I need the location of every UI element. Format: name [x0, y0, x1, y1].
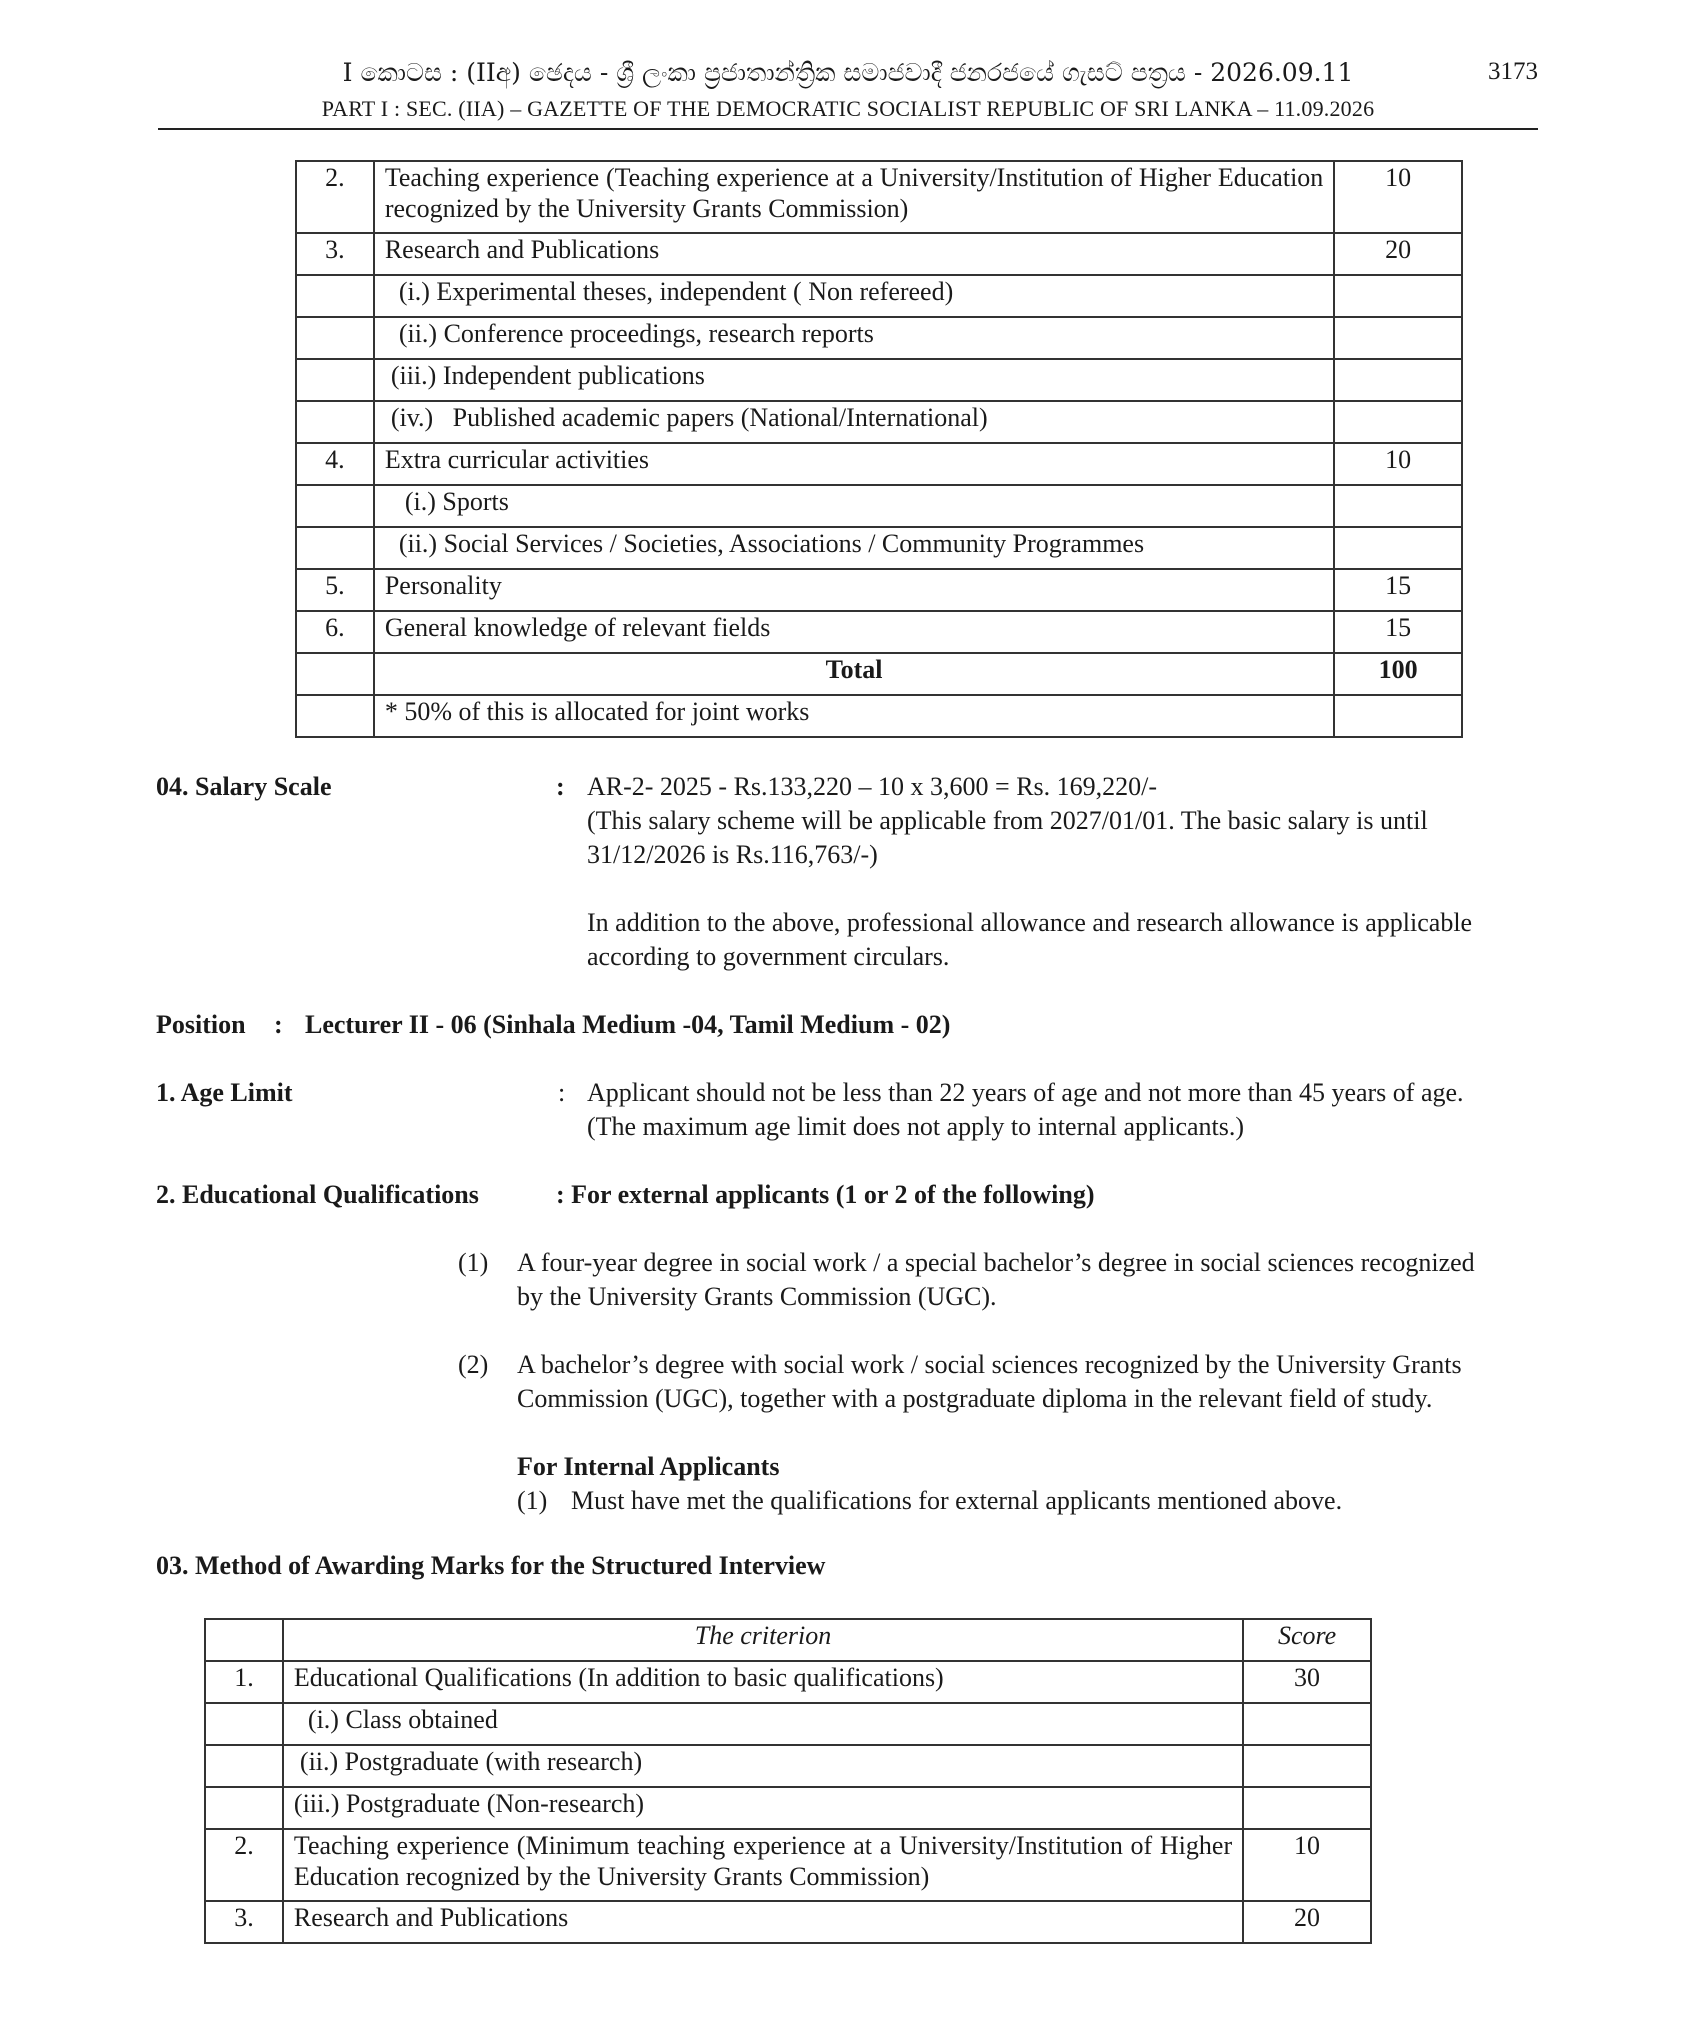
row-number [296, 653, 374, 695]
footnote: * 50% of this is allocated for joint works [374, 695, 1334, 737]
row-number [296, 527, 374, 569]
table-row [296, 359, 1462, 401]
table-row [296, 485, 1462, 527]
table-row [296, 611, 1462, 653]
structured-interview-marks-table [204, 1618, 1372, 1944]
row-score [1334, 527, 1462, 569]
row-criterion-text: (ii.) Conference proceedings, research reports [398, 319, 874, 348]
total-value: 100 [1334, 653, 1462, 695]
row-number [296, 695, 374, 737]
row-criterion [374, 527, 1334, 569]
table-row [205, 1829, 1371, 1901]
row-criterion [374, 275, 1334, 317]
row-number: 3. [205, 1901, 283, 1943]
row-score [1243, 1703, 1371, 1745]
row-criterion [374, 317, 1334, 359]
salary-line-3: 31/12/2026 is Rs.116,763/-) [587, 840, 878, 869]
row-score: 15 [1334, 611, 1462, 653]
row-score [1334, 275, 1462, 317]
age-limit-colon: : [558, 1078, 566, 1107]
education-heading: 2. Educational Qualifications [156, 1180, 479, 1209]
position-value: Lecturer II - 06 (Sinhala Medium -04, Tamil Medium - 02) [305, 1010, 951, 1039]
row-number [296, 275, 374, 317]
row-score: 10 [1334, 443, 1462, 485]
total-label: Total [374, 653, 1334, 695]
row-number: 4. [296, 443, 374, 485]
row-number: 6. [296, 611, 374, 653]
column-header-score: Score [1243, 1619, 1371, 1661]
row-criterion [374, 161, 1334, 233]
row-criterion: Extra curricular activities [374, 443, 1334, 485]
row-criterion-text: (iii.) Independent publications [390, 361, 705, 390]
table-row [296, 569, 1462, 611]
row-score: 20 [1243, 1901, 1371, 1943]
age-limit-heading: 1. Age Limit [156, 1078, 293, 1107]
education-item-2-line-2: Commission (UGC), together with a postgraduate diploma in the relevant field of study. [517, 1384, 1433, 1413]
row-number: 3. [296, 233, 374, 275]
row-score [1334, 695, 1462, 737]
method-heading-number: 03 [156, 1551, 182, 1580]
row-criterion: Teaching experience (Minimum teaching experience at a University/Institution of Higher Education recognized by the University Grants Commission) [283, 1829, 1243, 1901]
row-number [205, 1703, 283, 1745]
internal-item-number: (1) [517, 1486, 548, 1515]
row-score: 10 [1243, 1829, 1371, 1901]
position-colon: : [274, 1010, 283, 1039]
row-criterion: General knowledge of relevant fields [374, 611, 1334, 653]
table-row [296, 233, 1462, 275]
row-score [1334, 485, 1462, 527]
row-criterion: Personality [374, 569, 1334, 611]
column-header-criterion: The criterion [283, 1619, 1243, 1661]
education-subheading: : For external applicants (1 or 2 of the following) [556, 1180, 1095, 1209]
table-row [296, 443, 1462, 485]
page-number: 3173 [1488, 58, 1538, 85]
salary-heading: 04. Salary Scale [156, 772, 332, 801]
row-number: 1. [205, 1661, 283, 1703]
row-criterion: Educational Qualifications (In addition to basic qualifications) [283, 1661, 1243, 1703]
education-item-1-line-2: by the University Grants Commission (UGC). [517, 1282, 997, 1311]
marks-table-continued [295, 160, 1463, 738]
row-criterion [374, 485, 1334, 527]
row-number [205, 1787, 283, 1829]
education-item-1-line-1: A four-year degree in social work / a special bachelor’s degree in social sciences recognized [517, 1248, 1475, 1277]
internal-item-text: Must have met the qualifications for external applicants mentioned above. [571, 1486, 1343, 1515]
header-sinhala-title: I කොටස : (IIඅ) ඡෙදය - ශ්‍රී ලංකා ප්‍රජාතාන්ත්‍රික සමාජවාදී ජනරජයේ ගැසට් පත්‍රය - 2026.09.11 [342, 58, 1354, 87]
row-criterion-text: (ii.) Postgraduate (with research) [299, 1747, 643, 1776]
header-number-cell [205, 1619, 283, 1661]
table-row [205, 1703, 1371, 1745]
row-number [296, 485, 374, 527]
row-criterion [283, 1703, 1243, 1745]
salary-line-2: (This salary scheme will be applicable from 2027/01/01. The basic salary is until [587, 806, 1428, 835]
row-criterion-text: (ii.) Social Services / Societies, Associations / Community Programmes [398, 529, 1145, 558]
header-english-title: PART I : SEC. (IIA) – GAZETTE OF THE DEMOCRATIC SOCIALIST REPUBLIC OF SRI LANKA – 11.09.2026 [321, 96, 1375, 121]
table-total-row [296, 653, 1462, 695]
table-row [296, 527, 1462, 569]
row-score [1334, 359, 1462, 401]
table-row [296, 317, 1462, 359]
salary-line-5: according to government circulars. [587, 942, 950, 971]
table-footnote-row [296, 695, 1462, 737]
row-criterion: (iii.) Postgraduate (Non-research) [283, 1787, 1243, 1829]
row-criterion [374, 401, 1334, 443]
header-rule [158, 128, 1538, 130]
age-limit-line-2: (The maximum age limit does not apply to internal applicants.) [587, 1112, 1245, 1141]
row-number: 2. [296, 161, 374, 233]
row-criterion-text: (i.) Class obtained [307, 1705, 498, 1734]
education-item-2-line-1: A bachelor’s degree with social work / social sciences recognized by the University Grants [517, 1350, 1462, 1379]
row-criterion [283, 1745, 1243, 1787]
row-criterion: Research and Publications [283, 1901, 1243, 1943]
row-score: 30 [1243, 1661, 1371, 1703]
table-row [296, 401, 1462, 443]
education-item-2-number: (2) [458, 1350, 489, 1379]
row-score: 15 [1334, 569, 1462, 611]
education-item-1-number: (1) [458, 1248, 489, 1277]
row-number [296, 401, 374, 443]
position-label: Position [156, 1010, 246, 1039]
row-number [296, 317, 374, 359]
row-criterion-text: (iv.) Published academic papers (National/International) [390, 403, 988, 432]
row-number: 2. [205, 1829, 283, 1901]
salary-colon: : [556, 772, 565, 801]
row-score [1334, 401, 1462, 443]
table-row [205, 1661, 1371, 1703]
row-criterion: Research and Publications [374, 233, 1334, 275]
row-number [296, 359, 374, 401]
age-limit-line-1: Applicant should not be less than 22 years of age and not more than 45 years of age. [587, 1078, 1464, 1107]
row-score [1334, 317, 1462, 359]
row-criterion [374, 359, 1334, 401]
row-score [1243, 1787, 1371, 1829]
internal-applicants-heading: For Internal Applicants [517, 1452, 780, 1481]
row-score: 20 [1334, 233, 1462, 275]
table-row [205, 1787, 1371, 1829]
method-heading-text: . Method of Awarding Marks for the Structured Interview [182, 1551, 826, 1580]
table-row [205, 1745, 1371, 1787]
salary-line-4: In addition to the above, professional allowance and research allowance is applicable [587, 908, 1473, 937]
salary-line-1: AR-2- 2025 - Rs.133,220 – 10 x 3,600 = Rs. 169,220/- [587, 772, 1158, 801]
row-number [205, 1745, 283, 1787]
method-heading [156, 1549, 825, 1582]
row-score [1243, 1745, 1371, 1787]
table-row [296, 161, 1462, 233]
row-criterion-text: (i.) Experimental theses, independent ( Non refereed) [398, 277, 954, 306]
row-criterion-text: (i.) Sports [404, 487, 509, 516]
table-row [296, 275, 1462, 317]
table-header-row [205, 1619, 1371, 1661]
row-number: 5. [296, 569, 374, 611]
table-row [205, 1901, 1371, 1943]
row-score: 10 [1334, 161, 1462, 233]
row-criterion-text: Teaching experience (Teaching experience at a University/Institution of Higher Education recognized by the University Grants Commission) [384, 163, 1324, 223]
